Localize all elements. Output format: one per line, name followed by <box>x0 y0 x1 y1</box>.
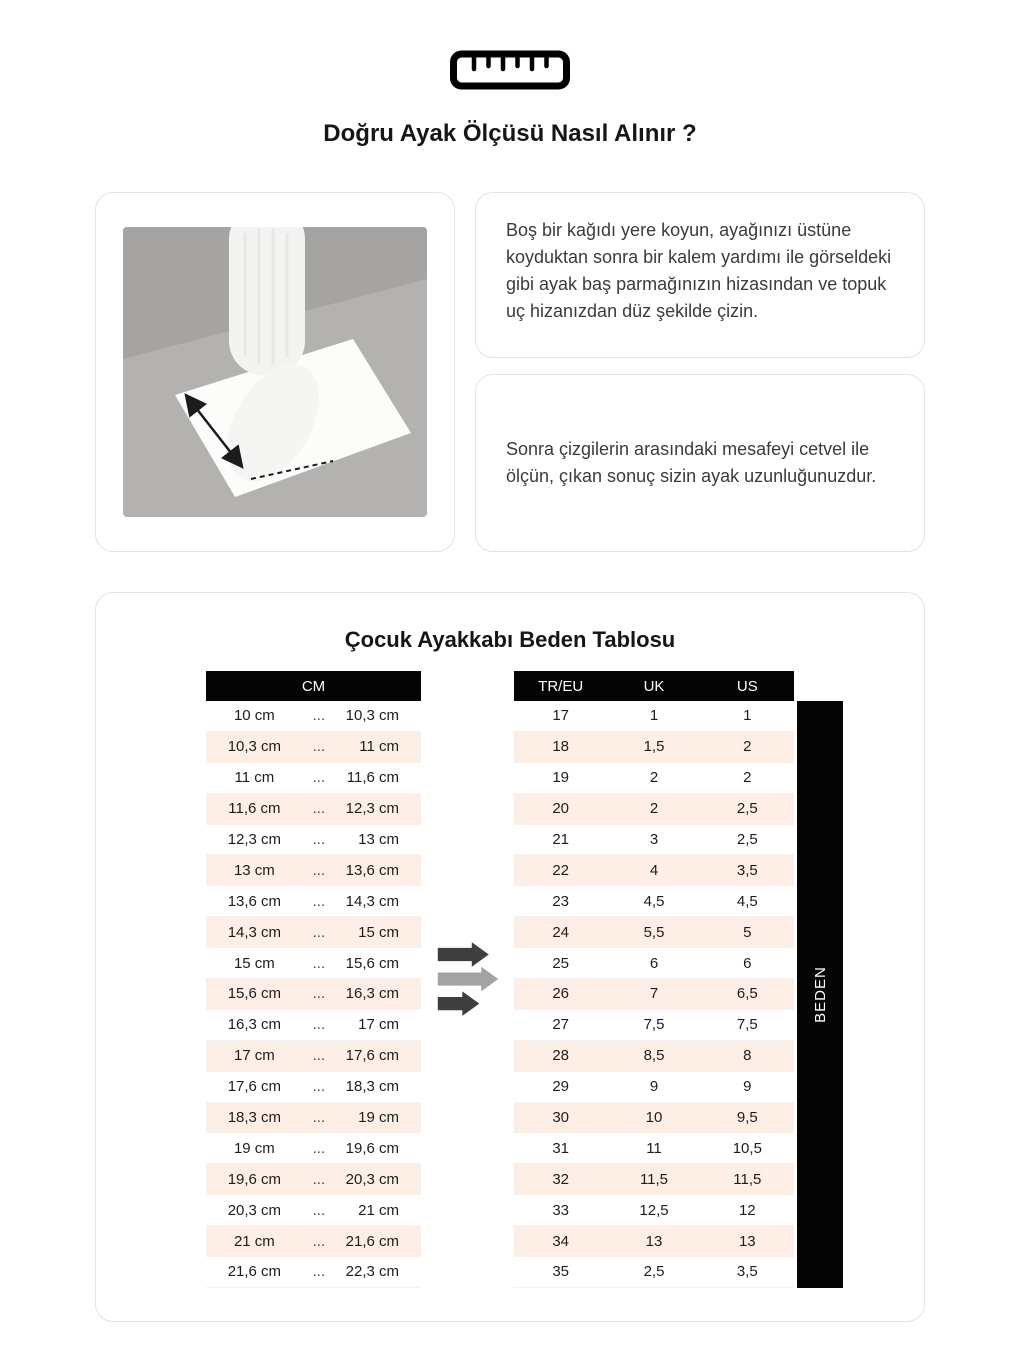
size-table-row <box>514 732 794 763</box>
size-table-cell: 2,5 <box>736 800 758 818</box>
cm-range-from: 14,3 cm <box>227 923 282 941</box>
cm-range-to: 21,6 cm <box>345 1232 399 1250</box>
size-table-cell: 3,5 <box>736 1263 758 1281</box>
foot-measurement-illustration <box>123 227 427 517</box>
size-table-cell: 32 <box>552 1170 569 1188</box>
cm-table-row <box>206 979 421 1010</box>
cm-range-dots: ... <box>312 1139 326 1157</box>
size-table-cell: 9 <box>743 1078 752 1096</box>
cm-range-from: 15 cm <box>233 954 275 972</box>
size-table-row <box>514 1133 794 1164</box>
cm-range-to: 15 cm <box>358 923 399 941</box>
size-table-cell: 2 <box>649 800 659 818</box>
cm-range-dots: ... <box>312 1047 326 1065</box>
page-title: Doğru Ayak Ölçüsü Nasıl Alınır ? <box>323 120 697 147</box>
size-table-cell: 13 <box>738 1232 756 1250</box>
cm-range-to: 17,6 cm <box>345 1047 399 1065</box>
size-table-row <box>514 979 794 1010</box>
cm-range-from: 19 cm <box>233 1139 275 1157</box>
beden-side-label: BEDEN <box>811 966 829 1023</box>
size-table-body <box>514 701 794 1288</box>
cm-range-from: 16,3 cm <box>227 1016 282 1034</box>
size-table-cell: 3,5 <box>736 861 758 879</box>
cm-range-dots: ... <box>312 1263 326 1281</box>
cm-range-dots: ... <box>312 861 326 879</box>
size-table-row <box>514 1041 794 1072</box>
size-table-cell: 6 <box>743 954 752 972</box>
cm-range-to: 12,3 cm <box>345 800 399 818</box>
size-table-header-uk: UK <box>643 677 665 695</box>
cm-range-dots: ... <box>312 954 326 972</box>
size-table-cell: 3 <box>649 831 659 848</box>
cm-range-from: 13 cm <box>233 861 275 879</box>
ruler-icon <box>0 0 1020 90</box>
size-table-cell: 7,5 <box>643 1016 665 1034</box>
size-table-cell: 7,5 <box>736 1016 758 1034</box>
size-chart-card <box>95 592 925 1322</box>
conversion-arrows-icon <box>421 671 514 1288</box>
cm-table-row <box>206 886 421 917</box>
instruction-step-1-text: Boş bir kağıdı yere koyun, ayağınızı üstüne koyduktan sonra bir kalem yardımı ile görseldeki gibi ayak baş parmağınızın hizasından ve topuk uç hizanızdan düz şekilde çizin. <box>506 220 892 321</box>
size-table-row <box>514 1072 794 1103</box>
cm-table-row <box>206 701 421 732</box>
instruction-step-1-card <box>475 192 925 358</box>
cm-range-to: 18,3 cm <box>345 1078 399 1096</box>
size-table-cell: 11,5 <box>733 1170 762 1188</box>
size-table <box>514 671 794 1288</box>
instruction-step-2-card <box>475 374 925 552</box>
cm-range-to: 13 cm <box>358 831 399 848</box>
size-table-cell: 30 <box>552 1109 569 1127</box>
size-table-cell: 35 <box>552 1263 569 1281</box>
size-table-cell: 21 <box>552 831 569 848</box>
cm-table-row <box>206 1133 421 1164</box>
size-table-cell: 4 <box>649 861 659 879</box>
size-table-cell: 5 <box>743 923 752 941</box>
cm-range-from: 11 cm <box>234 769 275 787</box>
size-table-row <box>514 948 794 979</box>
size-table-cell: 31 <box>552 1139 569 1157</box>
size-table-cell: 2,5 <box>643 1263 665 1281</box>
size-table-row <box>514 1010 794 1041</box>
size-table-cell: 33 <box>552 1201 569 1219</box>
cm-range-from: 10,3 cm <box>227 738 282 756</box>
size-table-row <box>514 855 794 886</box>
cm-range-dots: ... <box>312 1016 326 1034</box>
cm-range-dots: ... <box>312 1109 326 1127</box>
size-table-cell: 8 <box>743 1047 752 1065</box>
size-table-cell: 12 <box>738 1201 756 1219</box>
cm-range-dots: ... <box>312 738 326 756</box>
cm-range-dots: ... <box>312 985 326 1003</box>
cm-range-dots: ... <box>312 800 326 818</box>
cm-range-to: 19 cm <box>358 1109 399 1127</box>
size-table-cell: 1,5 <box>643 738 665 756</box>
size-table-cell: 27 <box>552 1016 569 1034</box>
size-table-cell: 19 <box>552 769 569 787</box>
size-table-cell: 24 <box>552 923 569 941</box>
cm-range-dots: ... <box>312 892 326 910</box>
cm-range-from: 11,6 cm <box>228 800 281 818</box>
cm-range-from: 15,6 cm <box>227 985 282 1003</box>
size-table-cell: 10,5 <box>732 1139 762 1157</box>
cm-range-dots: ... <box>312 1232 326 1250</box>
cm-range-to: 20,3 cm <box>345 1170 399 1188</box>
cm-range-to: 15,6 cm <box>345 954 399 972</box>
size-table-cell: 11 <box>646 1139 662 1157</box>
cm-range-from: 12,3 cm <box>227 831 282 848</box>
cm-range-dots: ... <box>312 831 326 848</box>
cm-range-dots: ... <box>312 1078 326 1096</box>
size-table-cell: 11,5 <box>639 1170 669 1188</box>
cm-range-to: 10,3 cm <box>345 707 399 725</box>
cm-range-from: 17,6 cm <box>227 1078 282 1096</box>
size-table-cell: 17 <box>552 707 569 725</box>
size-table-row <box>514 1257 794 1288</box>
size-table-row <box>514 886 794 917</box>
cm-range-from: 17 cm <box>233 1047 275 1065</box>
cm-table-body <box>206 701 421 1288</box>
size-table-cell: 25 <box>552 954 569 972</box>
cm-table-row <box>206 1257 421 1288</box>
cm-range-to: 16,3 cm <box>345 985 399 1003</box>
size-table-cell: 9,5 <box>736 1109 758 1127</box>
cm-range-to: 11,6 cm <box>346 769 399 787</box>
size-table-cell: 18 <box>552 738 569 756</box>
cm-table-row <box>206 763 421 794</box>
cm-table <box>206 671 421 1288</box>
cm-range-to: 11 cm <box>359 738 399 756</box>
cm-table-row <box>206 1103 421 1134</box>
cm-range-dots: ... <box>312 707 326 725</box>
cm-range-to: 14,3 cm <box>345 892 399 910</box>
size-table-row <box>514 917 794 948</box>
cm-range-to: 17 cm <box>358 1016 399 1034</box>
size-table-cell: 2 <box>743 738 752 756</box>
size-table-cell: 5,5 <box>643 923 665 941</box>
cm-range-to: 19,6 cm <box>345 1139 399 1157</box>
cm-table-row <box>206 1195 421 1226</box>
cm-table-row <box>206 1072 421 1103</box>
size-chart-tables <box>96 671 924 1288</box>
size-table-row <box>514 701 794 732</box>
size-table-row <box>514 1226 794 1257</box>
size-table-cell: 9 <box>649 1078 659 1096</box>
cm-table-header: CM <box>206 671 421 701</box>
size-table-cell: 22 <box>552 861 569 879</box>
size-table-header-us: US <box>736 677 758 695</box>
size-table-cell: 34 <box>552 1232 569 1250</box>
cm-table-row <box>206 1226 421 1257</box>
cm-table-row <box>206 794 421 825</box>
cm-table-row <box>206 1041 421 1072</box>
size-table-cell: 6 <box>649 954 659 972</box>
instruction-step-2-text: Sonra çizgilerin arasındaki mesafeyi cetvel ile ölçün, çıkan sonuç sizin ayak uzunluğunuzdur. <box>506 439 877 486</box>
foot-measurement-photo-card <box>95 192 455 552</box>
size-table-cell: 8,5 <box>643 1047 665 1065</box>
cm-table-row <box>206 1164 421 1195</box>
size-table-row <box>514 825 794 856</box>
cm-table-row <box>206 732 421 763</box>
size-table-cell: 1 <box>743 707 752 725</box>
size-table-row <box>514 1103 794 1134</box>
cm-range-from: 20,3 cm <box>227 1201 282 1219</box>
cm-range-dots: ... <box>312 1201 326 1219</box>
size-table-cell: 6,5 <box>736 985 758 1003</box>
size-table-cell: 4,5 <box>643 892 665 910</box>
size-table-cell: 2 <box>743 769 752 787</box>
instruction-cards <box>475 192 925 552</box>
beden-side-bar <box>797 701 843 1288</box>
size-table-header-tr-eu: TR/EU <box>538 677 584 695</box>
size-table-cell: 13 <box>645 1232 663 1250</box>
cm-table-row <box>206 917 421 948</box>
cm-range-to: 21 cm <box>358 1201 399 1219</box>
size-table-cell: 12,5 <box>639 1201 669 1219</box>
cm-table-row <box>206 1010 421 1041</box>
cm-range-from: 10 cm <box>233 707 275 725</box>
measurement-guide-section <box>0 192 1020 552</box>
size-table-row <box>514 763 794 794</box>
size-table-cell: 28 <box>552 1047 569 1065</box>
cm-table-row <box>206 825 421 856</box>
size-table-cell: 26 <box>552 985 569 1003</box>
cm-range-dots: ... <box>312 1170 326 1188</box>
cm-table-row <box>206 948 421 979</box>
size-table-header-row <box>514 671 794 701</box>
cm-range-from: 13,6 cm <box>227 892 282 910</box>
cm-range-to: 13,6 cm <box>345 861 399 879</box>
cm-range-to: 22,3 cm <box>345 1263 399 1281</box>
size-table-cell: 4,5 <box>736 892 758 910</box>
cm-range-dots: ... <box>312 923 326 941</box>
size-table-cell: 23 <box>552 892 569 910</box>
cm-range-dots: ... <box>312 769 326 787</box>
size-table-wrap <box>514 671 843 1288</box>
size-table-cell: 10 <box>645 1109 663 1127</box>
size-table-cell: 1 <box>649 707 659 725</box>
cm-range-from: 21,6 cm <box>227 1263 282 1281</box>
size-table-cell: 7 <box>649 985 659 1003</box>
size-table-cell: 2 <box>649 769 659 787</box>
size-table-row <box>514 1195 794 1226</box>
size-table-row <box>514 794 794 825</box>
size-chart-title: Çocuk Ayakkabı Beden Tablosu <box>344 627 676 652</box>
size-table-cell: 2,5 <box>736 831 758 848</box>
cm-range-from: 19,6 cm <box>227 1170 282 1188</box>
cm-table-row <box>206 855 421 886</box>
size-table-row <box>514 1164 794 1195</box>
cm-range-from: 21 cm <box>233 1232 275 1250</box>
size-table-cell: 29 <box>552 1078 569 1096</box>
cm-range-from: 18,3 cm <box>227 1109 282 1127</box>
size-table-cell: 20 <box>552 800 569 818</box>
